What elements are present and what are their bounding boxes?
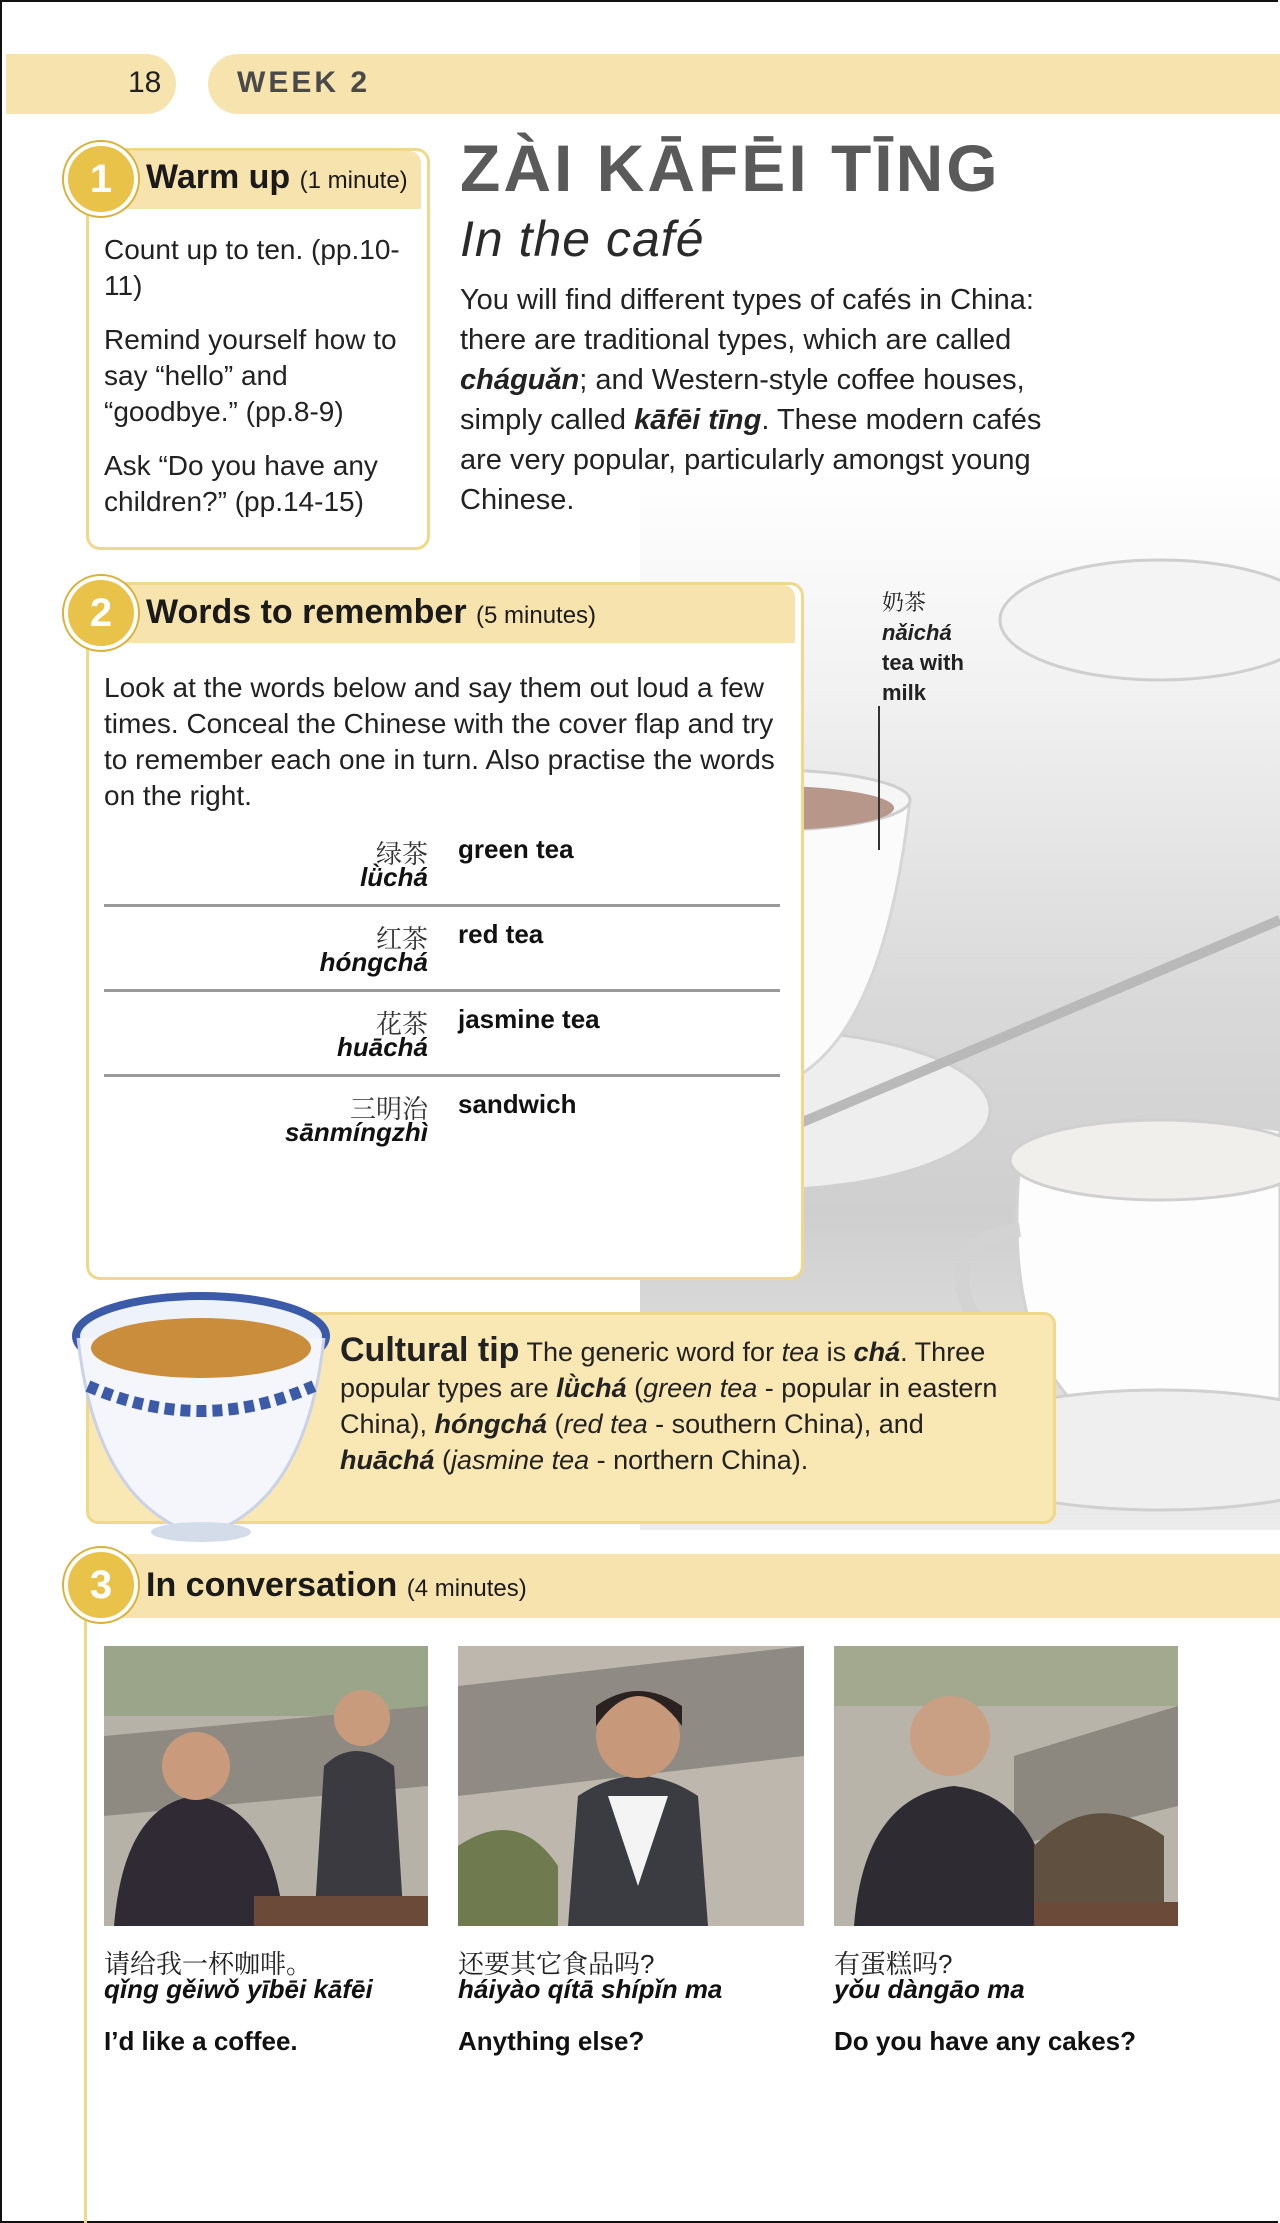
tip-text: ( — [626, 1373, 644, 1403]
words-number-badge: 2 — [64, 576, 138, 650]
vocab-english: jasmine tea — [458, 1004, 600, 1034]
intro-term-kafei-ting: kāfēi tīng — [634, 404, 762, 436]
conversation-photo-2 — [458, 1646, 804, 1926]
intro-term-chaguan: cháguǎn — [460, 364, 580, 396]
dialogue-pinyin-1: qǐng gěiwǒ yībēi kāfēi — [104, 1974, 373, 2004]
dialogue-hanzi-1: 请给我一杯咖啡。 — [104, 1949, 313, 1979]
dialogue-pinyin-2: háiyào qítā shípǐn ma — [458, 1974, 723, 2004]
vocab-row — [104, 1075, 780, 1159]
conversation-title: In conversation — [146, 1566, 398, 1604]
warmup-item: Ask “Do you have any children?” (pp.14-15) — [104, 450, 378, 517]
conversation-heading — [146, 1566, 527, 1605]
tip-text: . Three popular types are — [340, 1337, 986, 1403]
page-subtitle: In the café — [460, 211, 705, 267]
vocab-hanzi: 绿茶 — [375, 839, 428, 869]
vocab-pinyin: hóngchá — [319, 947, 428, 977]
tip-text: - southern China), and — [647, 1409, 924, 1439]
vocab-pinyin: lǜchá — [360, 862, 428, 892]
tip-text: green tea — [643, 1373, 758, 1403]
warmup-title: Warm up — [146, 158, 291, 196]
cultural-tip-text — [340, 1332, 1020, 1478]
tip-term: lǜchá — [556, 1373, 627, 1403]
scene-illustration-3 — [834, 1646, 1178, 1926]
tip-text: - northern China). — [589, 1445, 809, 1475]
warmup-item: Remind yourself how to say “hello” and “goodbye.” (pp.8-9) — [104, 324, 397, 427]
callout-english-1: tea with — [882, 650, 964, 675]
cultural-tip-title: Cultural tip — [340, 1331, 520, 1369]
warmup-item: Count up to ten. (pp.10-11) — [104, 234, 400, 301]
tip-text: ( — [434, 1445, 452, 1475]
tip-term: chá — [853, 1337, 901, 1367]
callout-english-2: milk — [882, 680, 927, 705]
conversation-photo-3 — [834, 1646, 1178, 1926]
tea-bowl-image — [66, 1286, 336, 1546]
intro-paragraph — [460, 280, 1060, 520]
tip-text: jasmine tea — [451, 1445, 590, 1475]
intro-text-1: You will find different types of cafés in China: there are traditional types, which are called — [460, 284, 1034, 356]
tip-text: red tea — [563, 1409, 648, 1439]
words-instructions: Look at the words below and say them out loud a few times. Conceal the Chinese with the cover flap and try to remember each one in turn. Also practise the words on the right. — [104, 672, 775, 811]
words-heading — [146, 593, 596, 632]
dialogue-hanzi-3: 有蛋糕吗? — [834, 1949, 953, 1979]
scene-illustration-2 — [458, 1646, 804, 1926]
dialogue-english-2: Anything else? — [458, 2026, 645, 2056]
callout-pointer-line — [878, 706, 880, 850]
tip-text: The generic word for — [519, 1337, 782, 1367]
tip-term: huāchá — [340, 1445, 435, 1475]
warmup-number-badge: 1 — [64, 142, 138, 216]
vocab-pinyin: huāchá — [336, 1032, 428, 1062]
intro-text-3: . These modern cafés are very popular, particularly amongst young Chinese. — [460, 404, 1042, 516]
tip-text: tea — [781, 1337, 820, 1367]
tip-term: hóngchá — [434, 1409, 548, 1439]
conversation-margin-line — [84, 1618, 87, 2223]
tip-text: is — [819, 1337, 854, 1367]
tip-text: ( — [547, 1409, 564, 1439]
scene-illustration-1 — [104, 1646, 428, 1926]
callout-pinyin: nǎichá — [882, 620, 952, 645]
vocab-hanzi: 三明治 — [349, 1094, 428, 1124]
warmup-duration: (1 minute) — [299, 167, 408, 194]
vocab-english: green tea — [458, 834, 574, 864]
conversation-duration: (4 minutes) — [406, 1575, 527, 1602]
vocab-english: red tea — [458, 919, 544, 949]
vocab-hanzi: 花茶 — [375, 1009, 428, 1039]
dialogue-english-1: I’d like a coffee. — [104, 2026, 298, 2056]
intro-text-2: ; and Western-style coffee houses, simply called — [460, 364, 1025, 436]
vocab-row — [104, 905, 780, 992]
vocab-row — [104, 990, 780, 1077]
page-title: ZÀI KĀFĒI TĪNG — [460, 131, 1001, 205]
words-title: Words to remember — [146, 593, 467, 631]
vocab-pinyin: sānmíngzhì — [284, 1117, 428, 1147]
photo-callout — [882, 588, 964, 708]
vocab-row — [104, 820, 780, 907]
warmup-heading — [146, 158, 408, 197]
dialogue-pinyin-3: yǒu dàngāo ma — [834, 1974, 1025, 2004]
tip-text: - popular in eastern China), — [340, 1373, 998, 1439]
week-label: WEEK 2 — [237, 66, 371, 99]
words-duration: (5 minutes) — [476, 602, 597, 629]
page-number: 18 — [128, 66, 162, 99]
vocab-hanzi: 红茶 — [375, 924, 428, 954]
dialogue-hanzi-2: 还要其它食品吗? — [458, 1949, 655, 1979]
conversation-photo-1 — [104, 1646, 428, 1926]
dialogue-english-3: Do you have any cakes? — [834, 2026, 1137, 2056]
vocab-english: sandwich — [458, 1089, 577, 1119]
callout-hanzi: 奶茶 — [882, 590, 927, 615]
conversation-number-badge: 3 — [64, 1548, 138, 1622]
